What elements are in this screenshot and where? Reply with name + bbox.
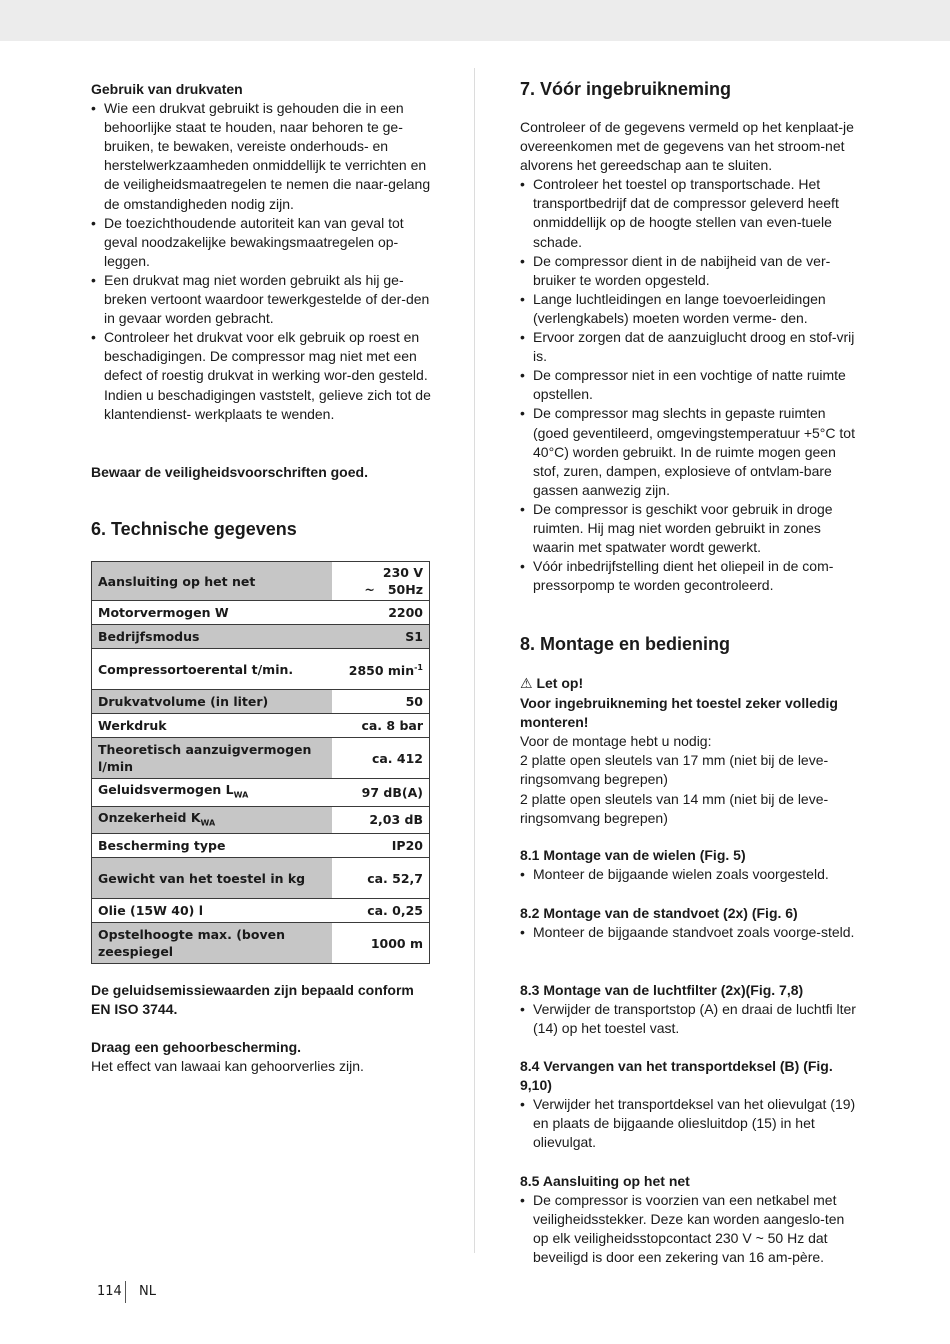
list-item: • De compressor is voorzien van een netkabel met veiligheidsstekker. Deze kan worden aangeslo-ten op elk veiligheidsstopcontact 230 V ~ 50 Hz dat beveiligd is door een zekering van 16 am-père. xyxy=(520,1191,862,1267)
spec-label-sub: WA xyxy=(233,790,249,800)
spec-value-text: 2850 min xyxy=(348,663,415,679)
section81-title: 8.1 Montage van de wielen (Fig. 5) xyxy=(520,847,746,863)
table-row xyxy=(92,601,430,625)
spec-value-voltage: 230 V ~ xyxy=(364,565,423,597)
table-row xyxy=(92,649,430,690)
spec-value: ca. 52,7 xyxy=(332,858,430,899)
list-item: • Verwijder de transportstop (A) en draai de luchtfi lter (14) op het toestel vast. xyxy=(520,1000,862,1038)
spec-label: Compressortoerental t/min. xyxy=(92,649,333,690)
list-item: • Ervoor zorgen dat de aanzuiglucht droog en stof-vrij is. xyxy=(520,328,862,366)
list-item: • Controleer het drukvat voor elk gebruik op roest en beschadigingen. De compressor mag niet met een defect of roestig drukvat in werking wor-den gesteld. Indien u beschadigingen vaststelt, gelieve zich tot de klantendienst- werkplaats te wenden. xyxy=(91,328,431,423)
list-item: • De compressor dient in de nabijheid van de ver-bruiker te worden opgesteld. xyxy=(520,252,862,290)
nodig-item: 2 platte open sleutels van 14 mm (niet bij de leve-ringsomvang begrepen) xyxy=(520,790,829,826)
table-row xyxy=(92,738,430,779)
list-item: • De compressor is geschikt voor gebruik in droge ruimten. Hij mag niet worden gebruikt in zones waarin met spatwater wordt gewerkt. xyxy=(520,500,862,557)
section82 xyxy=(520,904,862,942)
tech-heading: 6. Technische gegevens xyxy=(91,519,297,539)
list-item: • Controleer het toestel op transportschade. Het transportbedrijf dat de compressor geleverd heeft onmiddellijk op de hoogte stellen van even-tuele schade. xyxy=(520,175,862,251)
let-op-line xyxy=(520,674,862,694)
geluid-note: De geluidsemissiewaarden zijn bepaald conform EN ISO 3744. xyxy=(91,982,414,1018)
list-item: • Een drukvat mag niet worden gebruikt als hij ge-breken vertoont waardoor tewerkgestelde of der-den in gevaar worden gebracht. xyxy=(91,271,431,328)
section81 xyxy=(520,846,862,884)
list-item: • Lange luchtleidingen en lange toevoerleidingen (verlengkabels) moeten worden verme- den. xyxy=(520,290,862,328)
spec-label: Werkdruk xyxy=(92,714,333,738)
list-item: • De compressor niet in een vochtige of natte ruimte opstellen. xyxy=(520,366,862,404)
section83 xyxy=(520,981,862,1038)
table-row xyxy=(92,858,430,899)
section85 xyxy=(520,1172,862,1267)
section84-title: 8.4 Vervangen van het transportdeksel (B) (Fig. 9,10) xyxy=(520,1058,833,1094)
drukvaten-title: Gebruik van drukvaten xyxy=(91,81,243,97)
draag-section xyxy=(91,1038,431,1076)
spec-value xyxy=(332,562,430,601)
section83-title: 8.3 Montage van de luchtfilter (2x)(Fig. 7,8) xyxy=(520,982,804,998)
spec-value: ca. 8 bar xyxy=(332,714,430,738)
warning-block xyxy=(520,674,862,828)
spec-value: 2,03 dB xyxy=(332,806,430,834)
spec-label-text: Geluidsvermogen L xyxy=(98,782,234,797)
list-item: • De compressor mag slechts in gepaste ruimten (goed geventileerd, omgevingstemperatuur +5°C tot 40°C) worden gebruikt. In de ruimte mogen geen stof, zuren, dampen, explosieve of ontvlam-bare gassen aanwezig zijn. xyxy=(520,404,862,499)
spec-label: Drukvatvolume (in liter) xyxy=(92,690,333,714)
table-row xyxy=(92,562,430,601)
section7-heading: 7. Vóór ingebruikneming xyxy=(520,79,732,99)
section8-heading: 8. Montage en bediening xyxy=(520,634,731,654)
draag-title: Draag een gehoorbescherming. xyxy=(91,1039,302,1055)
section7-list xyxy=(520,175,862,595)
spec-value-sup: -1 xyxy=(414,662,423,672)
list-item: • Monteer de bijgaande standvoet zoals voorge-steld. xyxy=(520,923,862,942)
let-op-text: Voor ingebruikneming het toestel zeker volledig monteren! xyxy=(520,695,838,731)
table-row xyxy=(92,806,430,834)
nodig-intro: Voor de montage hebt u nodig: xyxy=(520,733,712,750)
spec-value: 97 dB(A) xyxy=(332,779,430,807)
section82-title: 8.2 Montage van de standvoet (2x) (Fig. 6) xyxy=(520,905,798,921)
spec-value: 1000 m xyxy=(332,923,430,964)
spec-label: Bedrijfsmodus xyxy=(92,625,333,649)
drukvaten-section xyxy=(91,80,431,424)
spec-label: Bescherming type xyxy=(92,834,333,858)
list-item: • Verwijder het transportdeksel van het olievulgat (19) en plaats de bijgaande oliesluitdop (15) in het olievulgat. xyxy=(520,1095,862,1152)
spec-label: Gewicht van het toestel in kg xyxy=(92,858,333,899)
column-divider xyxy=(474,68,475,1253)
let-op-label: Let op! xyxy=(536,675,584,691)
warning-triangle-icon: ⚠ xyxy=(520,676,533,692)
spec-label: Aansluiting op het net xyxy=(92,562,333,601)
spec-label: Olie (15W 40) l xyxy=(92,899,333,923)
list-item: • De toezichthoudende autoriteit kan van geval tot geval noodzakelijke bewakingsmaatregelen op-leggen. xyxy=(91,214,431,271)
spec-value xyxy=(332,649,430,690)
spec-value: 50 xyxy=(332,690,430,714)
section7-intro: Controleer of de gegevens vermeld op het kenplaat-je overeenkomen met de gegevens van het stroom-net alvorens het gereedschap aan te sluiten. xyxy=(520,119,854,174)
list-item: • Monteer de bijgaande wielen zoals voorgesteld. xyxy=(520,865,862,884)
spec-label xyxy=(92,806,333,834)
spec-label-text: Onzekerheid K xyxy=(98,809,201,825)
spec-value: IP20 xyxy=(332,834,430,858)
table-row xyxy=(92,625,430,649)
spec-label: Theoretisch aanzuigvermogen l/min xyxy=(92,738,333,779)
footer-separator xyxy=(125,1281,126,1303)
page-number: 114 xyxy=(97,1284,122,1299)
bewaar-note: Bewaar de veiligheidsvoorschriften goed. xyxy=(91,464,368,480)
section7-body xyxy=(520,118,862,595)
language-code: NL xyxy=(139,1284,156,1299)
list-item: • Vóór inbedrijfstelling dient het oliepeil in de com-pressorpomp te worden gecontroleerd. xyxy=(520,557,862,595)
spec-label: Opstelhoogte max. (boven zeespiegel xyxy=(92,923,333,964)
spec-value: 2200 xyxy=(332,601,430,625)
table-row xyxy=(92,690,430,714)
spec-label: Motorvermogen W xyxy=(92,601,333,625)
table-row xyxy=(92,779,430,807)
nodig-item: 2 platte open sleutels van 17 mm (niet bij de leve-ringsomvang begrepen) xyxy=(520,752,829,788)
table-row xyxy=(92,714,430,738)
drukvaten-list xyxy=(91,99,431,424)
table-row xyxy=(92,899,430,923)
spec-label xyxy=(92,779,333,807)
top-bar xyxy=(0,0,950,41)
spec-value: ca. 412 xyxy=(332,738,430,779)
section85-title: 8.5 Aansluiting op het net xyxy=(520,1173,690,1189)
spec-value: ca. 0,25 xyxy=(332,899,430,923)
spec-table xyxy=(91,561,430,964)
section84 xyxy=(520,1057,862,1152)
draag-text: Het effect van lawaai kan gehoorverlies zijn. xyxy=(91,1058,364,1075)
spec-value-frequency: 50Hz xyxy=(387,582,423,597)
spec-label-sub: WA xyxy=(200,818,216,827)
spec-value: S1 xyxy=(332,625,430,649)
list-item: • Wie een drukvat gebruikt is gehouden die in een behoorlijke staat te houden, naar behoren te ge-bruiken, te bewaken, vereiste onderhouds- en herstelwerkzaamheden onmiddellijk te verrichten en de veiligheidsmaatregelen te nemen die naar-gelang de omstandigheden nodig zijn. xyxy=(91,99,431,214)
table-row xyxy=(92,923,430,964)
table-row xyxy=(92,834,430,858)
